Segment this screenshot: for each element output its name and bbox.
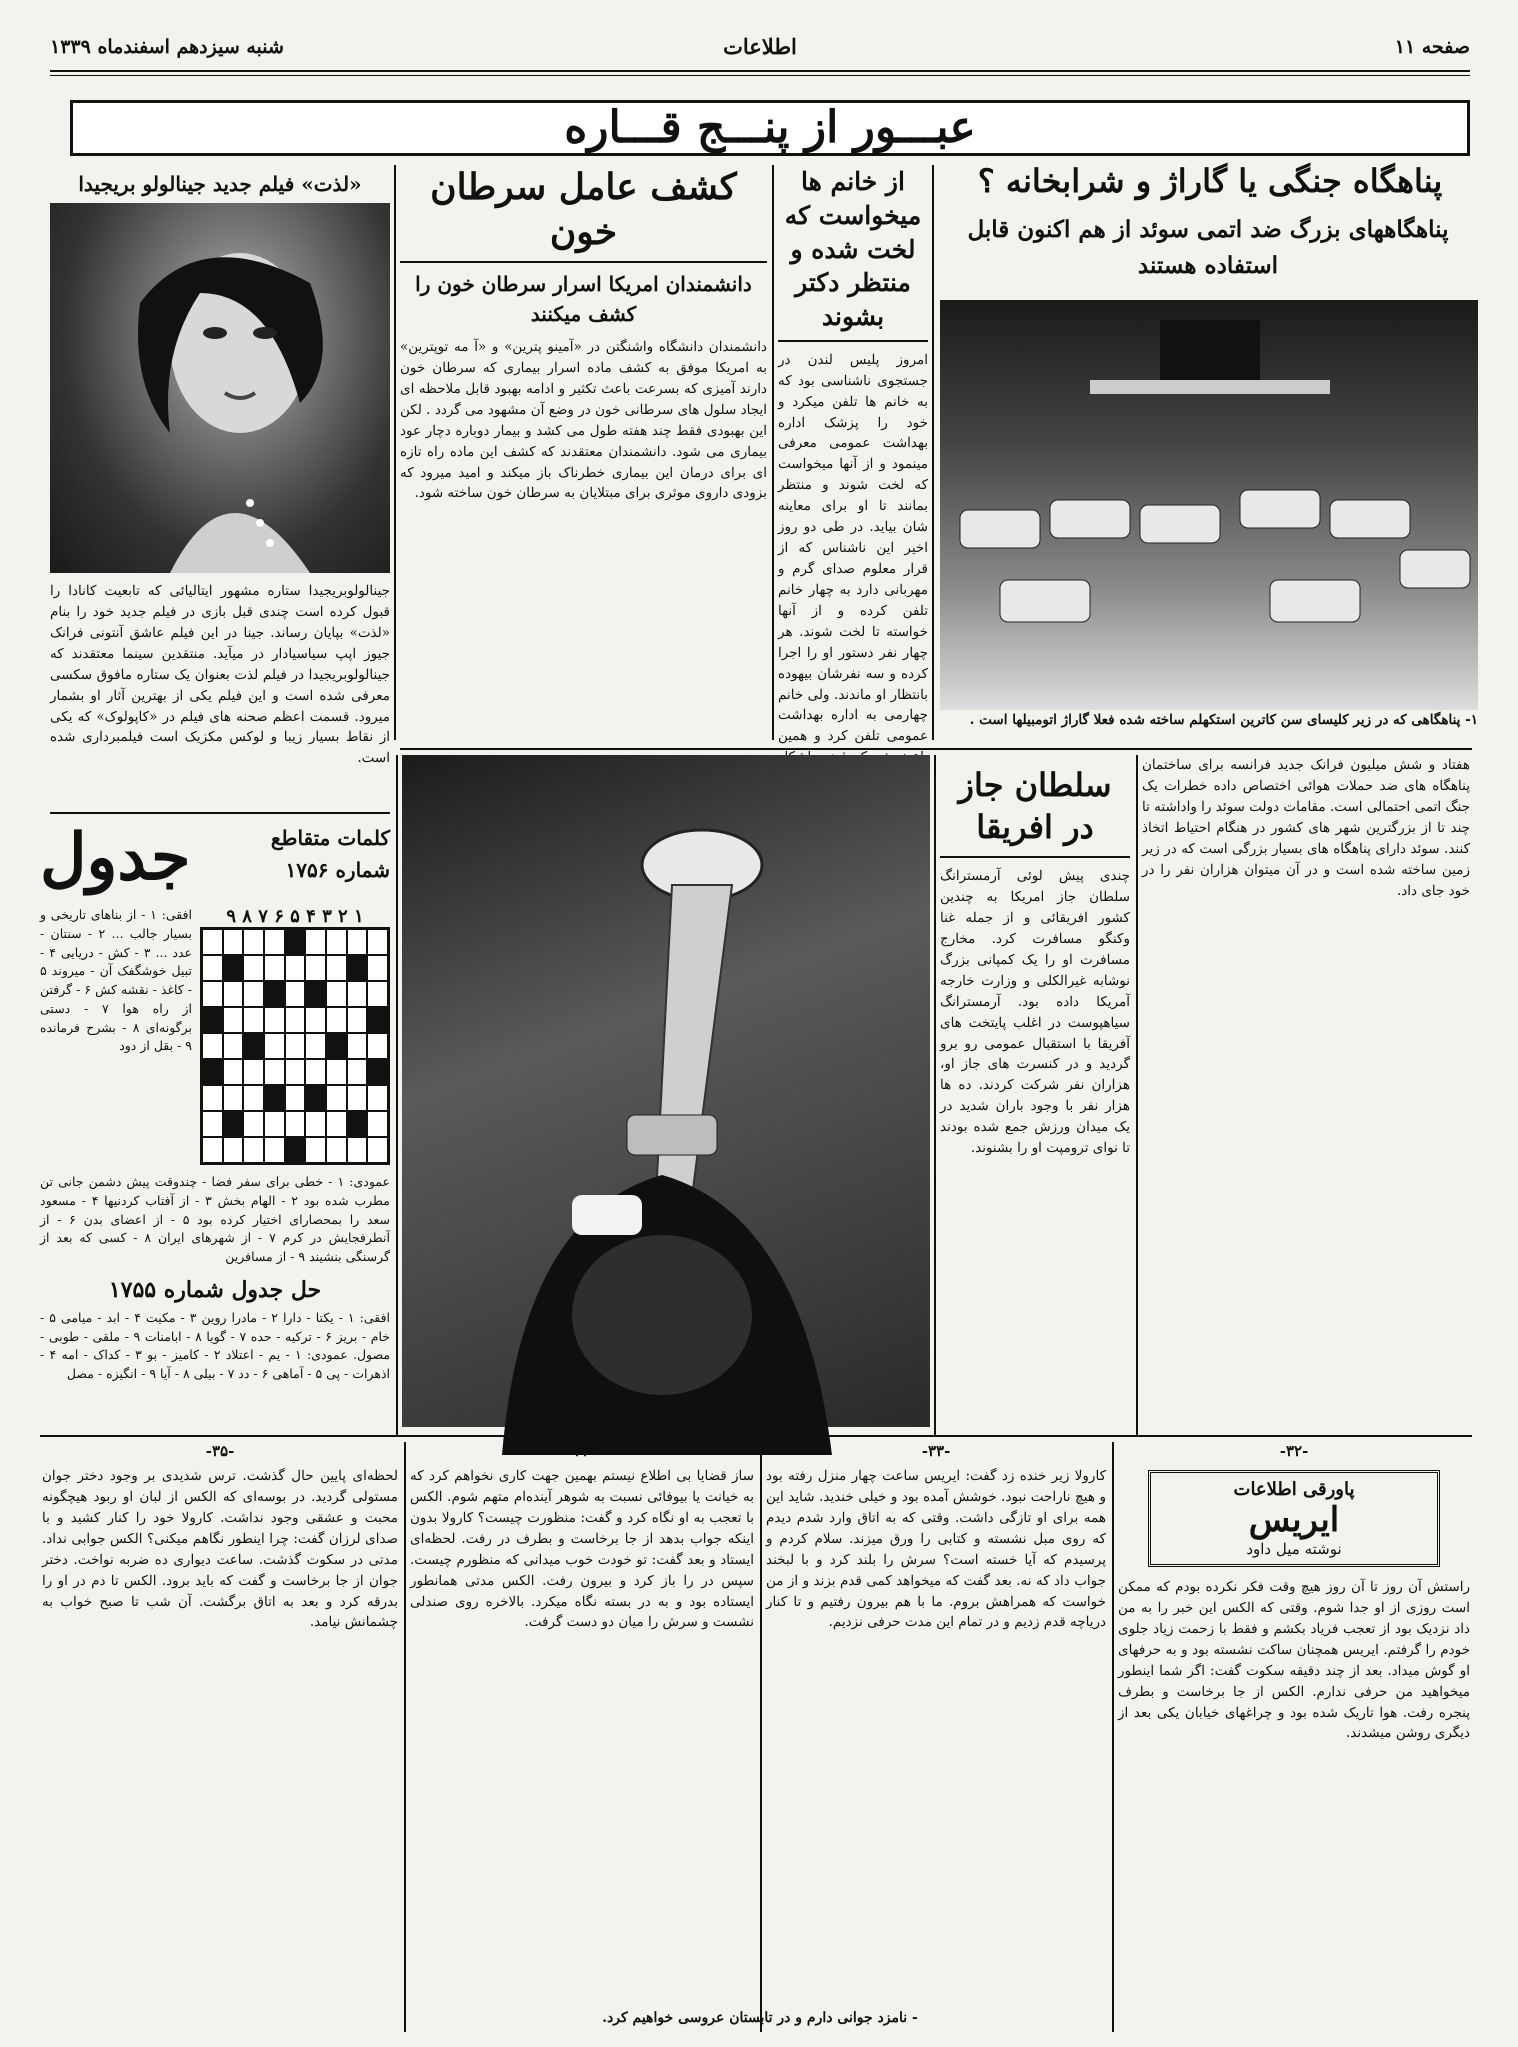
masthead [50, 30, 1470, 64]
shelter-caption: ۱- پناهگاهی که در زیر کلیسای سن کاترین استکهلم ساخته شده فعلا گاراژ اتومبیلها است . [969, 712, 1478, 728]
shelter-body: هفتاد و شش میلیون فرانک جدید فرانسه برای ساختمان پناهگاه های ضد حملات هوائی اختصاص داده خطرات یک جنگ اتمی احتمالی است. مقامات دولت سوئد را واداشته تا چند تا از بزرگترین شهر های کشور در هنگام احتیاط اتخاذ کنند. سوئد دارای پناهگاه های بسیار بزرگی است که در زیر زمین ساخته شده است و در آن میتوان هزاران نفر را در خود جای داد. [1142, 757, 1470, 899]
serial-number: -۳۲- [1279, 1442, 1309, 1460]
satchmo-article [940, 755, 1130, 1427]
masthead-rule [50, 70, 1470, 72]
headline-rule [940, 856, 1130, 858]
serial-name: ایریس [1248, 1500, 1340, 1540]
cancer-body: دانشمندان دانشگاه واشنگتن در «آمینو پترین» و «آ مه توپترین» به امریکا موفق به کشف ماده اسرار بیماری که سرطان خون دارند آمیزی که بسرعت باعث تکثیر و ادامه بهبود قابل ملاحظه ای ایجاد سلول های سرطانی خون در وضع آن مشهود می گردد . لکن این بهبودی فقط چند هفته طول می کشد و بیمار دوباره دچار عود بیماری می شود. دانشمندان معتقدند که کشف این ماده راه تازه ای برای درمان این بیماری خطرناک باز میکند و امید میرود که بزودی داروی موثری برای مبتلایان به سرطان خون ساخته شود. [400, 339, 767, 502]
cancer-headline: کشف عامل سرطان خون [430, 166, 737, 253]
crossword-clues-horizontal: افقی: ۱ - از بناهای تاریخی و بسیار جالب ... ۲ - سنتان - عدد ... ۳ - کش - دریایی ۴ - تبیل خوشگفک آن - میروند ۵ - کاغذ - نقشه کش ۶ - گرفتن از راه هوا ۷ - دستی برگونه‌ای ۸ - بشرح فرمانده ۹ - بقل از دود [40, 907, 193, 1054]
serial-body: کارولا زیر خنده زد گفت: ایریس ساعت چهار منزل رفته بود و هیچ ناراحت نبود. خوشش آمده بود و خیلی خندید. شاید این همه برای او تازگی داشت. وقتی که به اتاق وارد شدم دیدم که روی مبل نشسته و کتابی را ورق میزند. سلام کردم و پرسیدم که آیا خسته است؟ سرش را بلند کرد و با لبخند جواب داد که نه. بعد گفت که میخواهد کمی قدم بزند و از من خواست که همراهش بروم. ما با هم بیرون رفتیم و تا کنار دریاچه قدم زدیم و در تمام این مدت حرفی نزدیم. [766, 1468, 1106, 1631]
woman-article [778, 165, 928, 745]
column-rule [772, 165, 774, 740]
serial-number: -۳۵- [205, 1442, 235, 1460]
masthead-rule-thin [50, 75, 1470, 76]
crossword-grid [200, 927, 390, 1165]
solution-body: افقی: ۱ - یکتا - دارا ۲ - مادرا روین ۳ - مکیت ۴ - ابد - میامی ۵ - خام - بریز ۶ - ترکیه - حده ۷ - گویا ۸ - ابامنات ۹ - ملقی - طوبی - مصول. عمودی: ۱ - یم - اعتلاد ۲ - کامیز - بو ۳ - کداک - امه ۴ - اذهرات - پی ۵ - آماهی ۶ - دد ۷ - بیلی ۸ - آیا ۹ - انگیزه - مصل [40, 1309, 391, 1381]
crossword-clues-vertical: عمودی: ۱ - خطی برای سفر فضا - چندوقت پیش دشمن جانی تن مطرب شده بود ۲ - الهام بخش ۳ - از آفتاب کردنیها ۴ - مسعود سعد را بمحصارای اختیار کرده بود ۵ - از اعضای بدن ۶ - از آنطرفجایش در کرم ۷ - از شهرهای ایران ۸ - کسی که بعد از گرسنگی بنشیند ۹ - از مسافرین [40, 1174, 391, 1264]
serial-body: راستش آن روز تا آن روز هیچ وقت فکر نکرده بودم که ممکن است روزی از او جدا شوم. وقتی که الکس این خبر را به من داد نزدیک بود از تعجب فریاد بکشم و فقط با زحمت زیاد جلوی خودم را گرفتم. ایریس همچنان ساکت نشسته بود و به حرفهای او گوش میداد. بعد از چند دقیقه سکوت گفت: اگر شما اینطور میخواهید من حرفی ندارم. الکس از جا برخاست و بطرف پنجره رفت. هوا تاریک شده بود و چراغهای خیابان یکی بعد از دیگری روشن میشدند. [1118, 1579, 1470, 1742]
column-rule [1136, 755, 1138, 1435]
section-rule [40, 1435, 1472, 1437]
crossword-title: جدول [40, 820, 191, 895]
trumpet-illustration [402, 755, 930, 1427]
satchmo-headline: سلطان جاز در افریقا [958, 766, 1112, 846]
gina-body: جینالولوبریجیدا ستاره مشهور ایتالیائی که تابعیت کانادا را قبول کرده است چندی قبل بازی در فیلم جدید خود را بنام «لذت» بپایان رساند. جینا در این فیلم عاشق آنتونی فرانک جیوز اپپ سیاسیادار در میآید. منتقدین سینما معتقدند که جینالولوبریجیدا در فیلم لذت بعنوان یک ستاره مافوق سکسی معرفی شده است و این فیلم یکی از بهترین آثار او بشمار میرود. قسمت اعظم صحنه های فیلم در «کاپولوک» که یکی از نقاط بسیار زیبا و لوکس مکزیک است فیلمبرداری شده است. [50, 583, 390, 767]
woman-headline: از خانم ها میخواست که لخت شده و منتظر دکتر بشوند [778, 165, 928, 342]
column-rule [934, 755, 936, 1435]
crossword-subtitle: کلمات متقاطع [270, 826, 390, 850]
serial-column-35 [42, 1442, 398, 2032]
column-rule [404, 1442, 406, 2032]
satchmo-body: چندی پیش لوئی آرمسترانگ سلطان جاز امریکا به چندین کشور افریقائی و از جمله غنا وکنگو مسافرت کرد. مخارج مسافرت او را یک کمپانی بزرگ نوشابه غیرالکلی و وزارت خارجه آمریکا داده بود. آرمسترانگ سیاهپوست در اغلب پایتخت های آفریقا با استقبال عمومی رو برو گردید و در کنسرت های جاز او، هزاران نفر شرکت کردند. ده ها هزار نفر با وجود باران شدید در یک میدان ورزش جمع شده بودند تا نوای ترومپت او را بشنوند. [940, 868, 1130, 1157]
serial-title: پاورقی اطلاعات [1233, 1479, 1355, 1500]
serial-number: -۳۳- [921, 1442, 951, 1460]
section-rule [400, 748, 1472, 750]
crossword-number: شماره ۱۷۵۶ [285, 858, 390, 882]
cancer-subhead: دانشمندان امریکا اسرار سرطان خون را کشف میکنند [415, 272, 752, 326]
shelter-headline: پناهگاه جنگی یا گاراژ و شرابخانه ؟ [977, 162, 1443, 200]
column-rule [760, 1442, 762, 2032]
shelter-photo [940, 300, 1478, 710]
cancer-article [400, 165, 767, 740]
serial-author: نوشته میل داود [1246, 1540, 1342, 1558]
crossword [40, 820, 390, 1430]
column-rule [394, 165, 396, 740]
serial-body: ساز قضایا بی اطلاع نیستم بهمین جهت کاری نخواهم کرد که به خیانت یا بیوفائی نسبت به شوهر آینده‌ام متهم شوم. الکس با تعجب به او نگاه کرد و گفت: منظورت چیست؟ کارولا بدون اینکه جواب بدهد از جا برخاست و بطرف در رفت. لحظه‌ای ایستاد و بعد گفت: تو خودت خوب میدانی که منظورم چیست. سپس در را باز کرد و بیرون رفت. الکس مدتی همانطور ایستاده بود و به در بسته نگاه میکرد. بالاخره روی صندلی نشست و سرش را میان دو دست گرفت. [410, 1468, 754, 1631]
gina-article [50, 165, 390, 805]
serial-column-32 [1118, 1442, 1470, 2032]
section-rule [50, 812, 390, 814]
column-rule [932, 165, 934, 740]
shelter-subhead: پناهگاههای بزرگ ضد اتمی سوئد از هم اکنون قابل استفاده هستند [967, 216, 1449, 279]
serial-title-box [1148, 1470, 1440, 1567]
serial-number: -۳۴- [567, 1442, 597, 1460]
page-number: صفحه ۱۱ [1394, 36, 1470, 58]
newspaper-name: اطلاعات [723, 34, 797, 59]
column-rule [396, 755, 398, 1435]
footer-line: - نامزد جوانی دارم و در تابستان عروسی خواهیم کرد. [602, 2010, 918, 2026]
issue-date: شنبه سیزدهم اسفندماه ۱۳۳۹ [50, 36, 284, 58]
column-rule [1112, 1442, 1114, 2032]
section-banner: عبـــور از پنـــج قـــاره [70, 100, 1470, 156]
armstrong-photo [402, 755, 930, 1427]
gina-photo [50, 203, 390, 573]
gina-headline: «لذت» فیلم جدید جینالولو بریجیدا [78, 172, 362, 196]
serial-body: لحظه‌ای پایین حال گذشت. ترس شدیدی بر وجود دختر جوان مستولی گردید. در بوسه‌ای که الکس از لبان او ربود هیچگونه محبت و عشقی وجود نداشت. کارولا خود را کنار کشید و با صدای لرزان گفت: چرا اینطور نگاهم میکنی؟ الکس جوابی نداد. مدتی در سکوت گذشت. ساعت دیواری ده ضربه نواخت. دختر جوان از جا برخاست و گفت که باید برود. الکس تا دم در او را بدرقه کرد و بعد به اتاق برگشت. آن شب تا صبح خواب به چشمانش نیامد. [42, 1468, 398, 1631]
serial-column-34 [410, 1442, 754, 2032]
garage-illustration [940, 300, 1478, 710]
crossword-col-numbers: ۱ ۲ ۳ ۴ ۵ ۶ ۷ ۸ ۹ [226, 906, 364, 927]
solution-title: حل جدول شماره ۱۷۵۵ [108, 1276, 322, 1303]
serial-column-33 [766, 1442, 1106, 2032]
woman-body: امروز پلیس لندن در جستجوی ناشناسی بود که به خانم ها تلفن میکرد و خود را پزشک اداره بهداشت عمومی معرفی مینمود و از آنها میخواست که لخت شوند و منتظر بمانند تا او برای معاینه شان بیاید. در طی دو روز اخیر این ناشناس که از قرار معلوم صدای گرم و مهربانی دارد به چهار خانم تلفن کرده و از آنها خواسته تا لخت شوند. هر چهار نفر دستور او را اجرا کرده و سه نفرشان بیهوده بانتظار او ماندند. ولی خانم چهارمی به اداره بهداشت عمومی تلفن کرد و همین [778, 351, 928, 745]
headline-rule [400, 261, 767, 263]
portrait-illustration [50, 203, 390, 573]
